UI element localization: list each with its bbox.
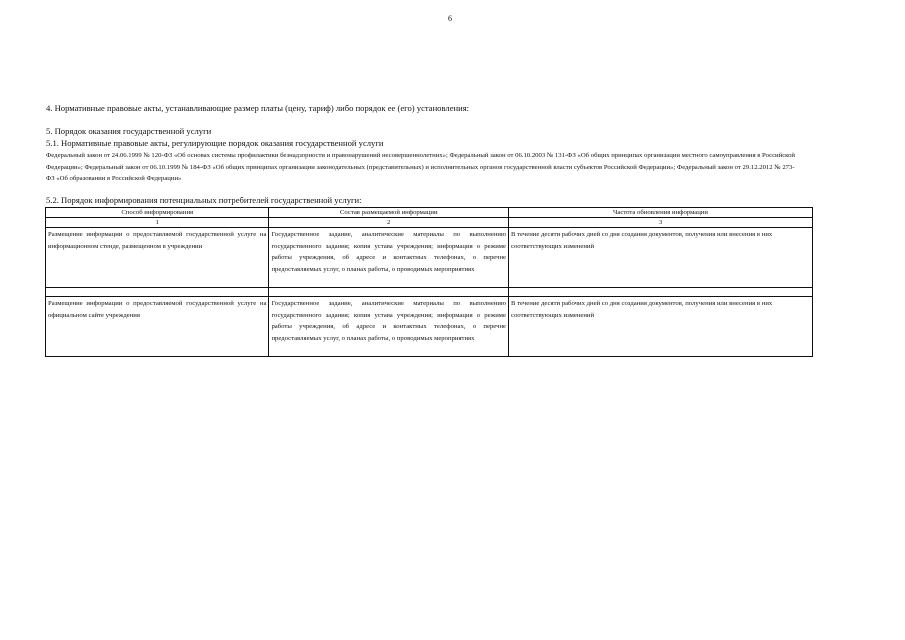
header-content: Состав размещаемой информации bbox=[269, 208, 509, 218]
section-5-2-heading: 5.2. Порядок информирования потенциальных потребителей государственной услуги: bbox=[46, 195, 362, 205]
cell-method: Размещение информации о предоставляемой государственной услуге на информационном стенде, размещенном в учреждении bbox=[46, 228, 269, 288]
cell-frequency: В течение десяти рабочих дней со дня создания документов, получения или внесения в них соответствующих изменений bbox=[509, 228, 813, 288]
table-row bbox=[46, 297, 813, 357]
spacer-cell bbox=[46, 288, 269, 297]
column-number-3: 3 bbox=[509, 218, 813, 228]
cell-method: Размещение информации о предоставляемой государственной услуге на официальном сайте учреждения bbox=[46, 297, 269, 357]
section-4-heading: 4. Нормативные правовые акты, устанавливающие размер платы (цену, тариф) либо порядок ее (его) установления: bbox=[46, 103, 470, 113]
cell-content: Государственное задание, аналитические материалы по выполнению государственного задания; копия устава учреждения; информация о режиме работы учреждения, об адресе и контактных телефонах, о перечне предоставляемых услуг, о планах работы, о проводимых мероприятиях bbox=[269, 228, 509, 288]
section-5-1-heading: 5.1. Нормативные правовые акты, регулирующие порядок оказания государственной услуги bbox=[46, 138, 384, 148]
spacer-cell bbox=[269, 288, 509, 297]
column-number-1: 1 bbox=[46, 218, 269, 228]
section-5-heading: 5. Порядок оказания государственной услуги bbox=[46, 126, 212, 136]
laws-text: Федеральный закон от 24.06.1999 № 120-ФЗ «Об основах системы профилактики безнадзорности и правонарушений несовершеннолетних»; Федеральный закон от 06.10.2003 № 131-ФЗ «Об общих принципах организации местного самоуправления в Российской Федерации»; Федеральный закон от 06.10.1999 № 184-ФЗ «Об общих принципах организации законодательных (представительных) и исполнительных органов государственной власти субъектов Российской Федерации»; Федеральный закон от 29.12.2012 № 273-ФЗ «Об образовании в Российской Федерации» bbox=[46, 152, 796, 182]
information-table bbox=[45, 207, 813, 357]
table-spacer-row bbox=[46, 288, 813, 297]
column-number-2: 2 bbox=[269, 218, 509, 228]
page-number: 6 bbox=[448, 14, 452, 23]
cell-content: Государственное задание, аналитические материалы по выполнению государственного задания; копия устава учреждения; информация о режиме работы учреждения, об адресе и контактных телефонах, о перечне предоставляемых услуг, о планах работы, о проводимых мероприятиях bbox=[269, 297, 509, 357]
header-method: Способ информирования bbox=[46, 208, 269, 218]
header-frequency: Частота обновления информации bbox=[509, 208, 813, 218]
table-row bbox=[46, 228, 813, 288]
spacer-cell bbox=[509, 288, 813, 297]
cell-frequency: В течение десяти рабочих дней со дня создания документов, получения или внесения в них соответствующих изменений bbox=[509, 297, 813, 357]
table-column-number-row bbox=[46, 218, 813, 228]
table-header-row bbox=[46, 208, 813, 218]
